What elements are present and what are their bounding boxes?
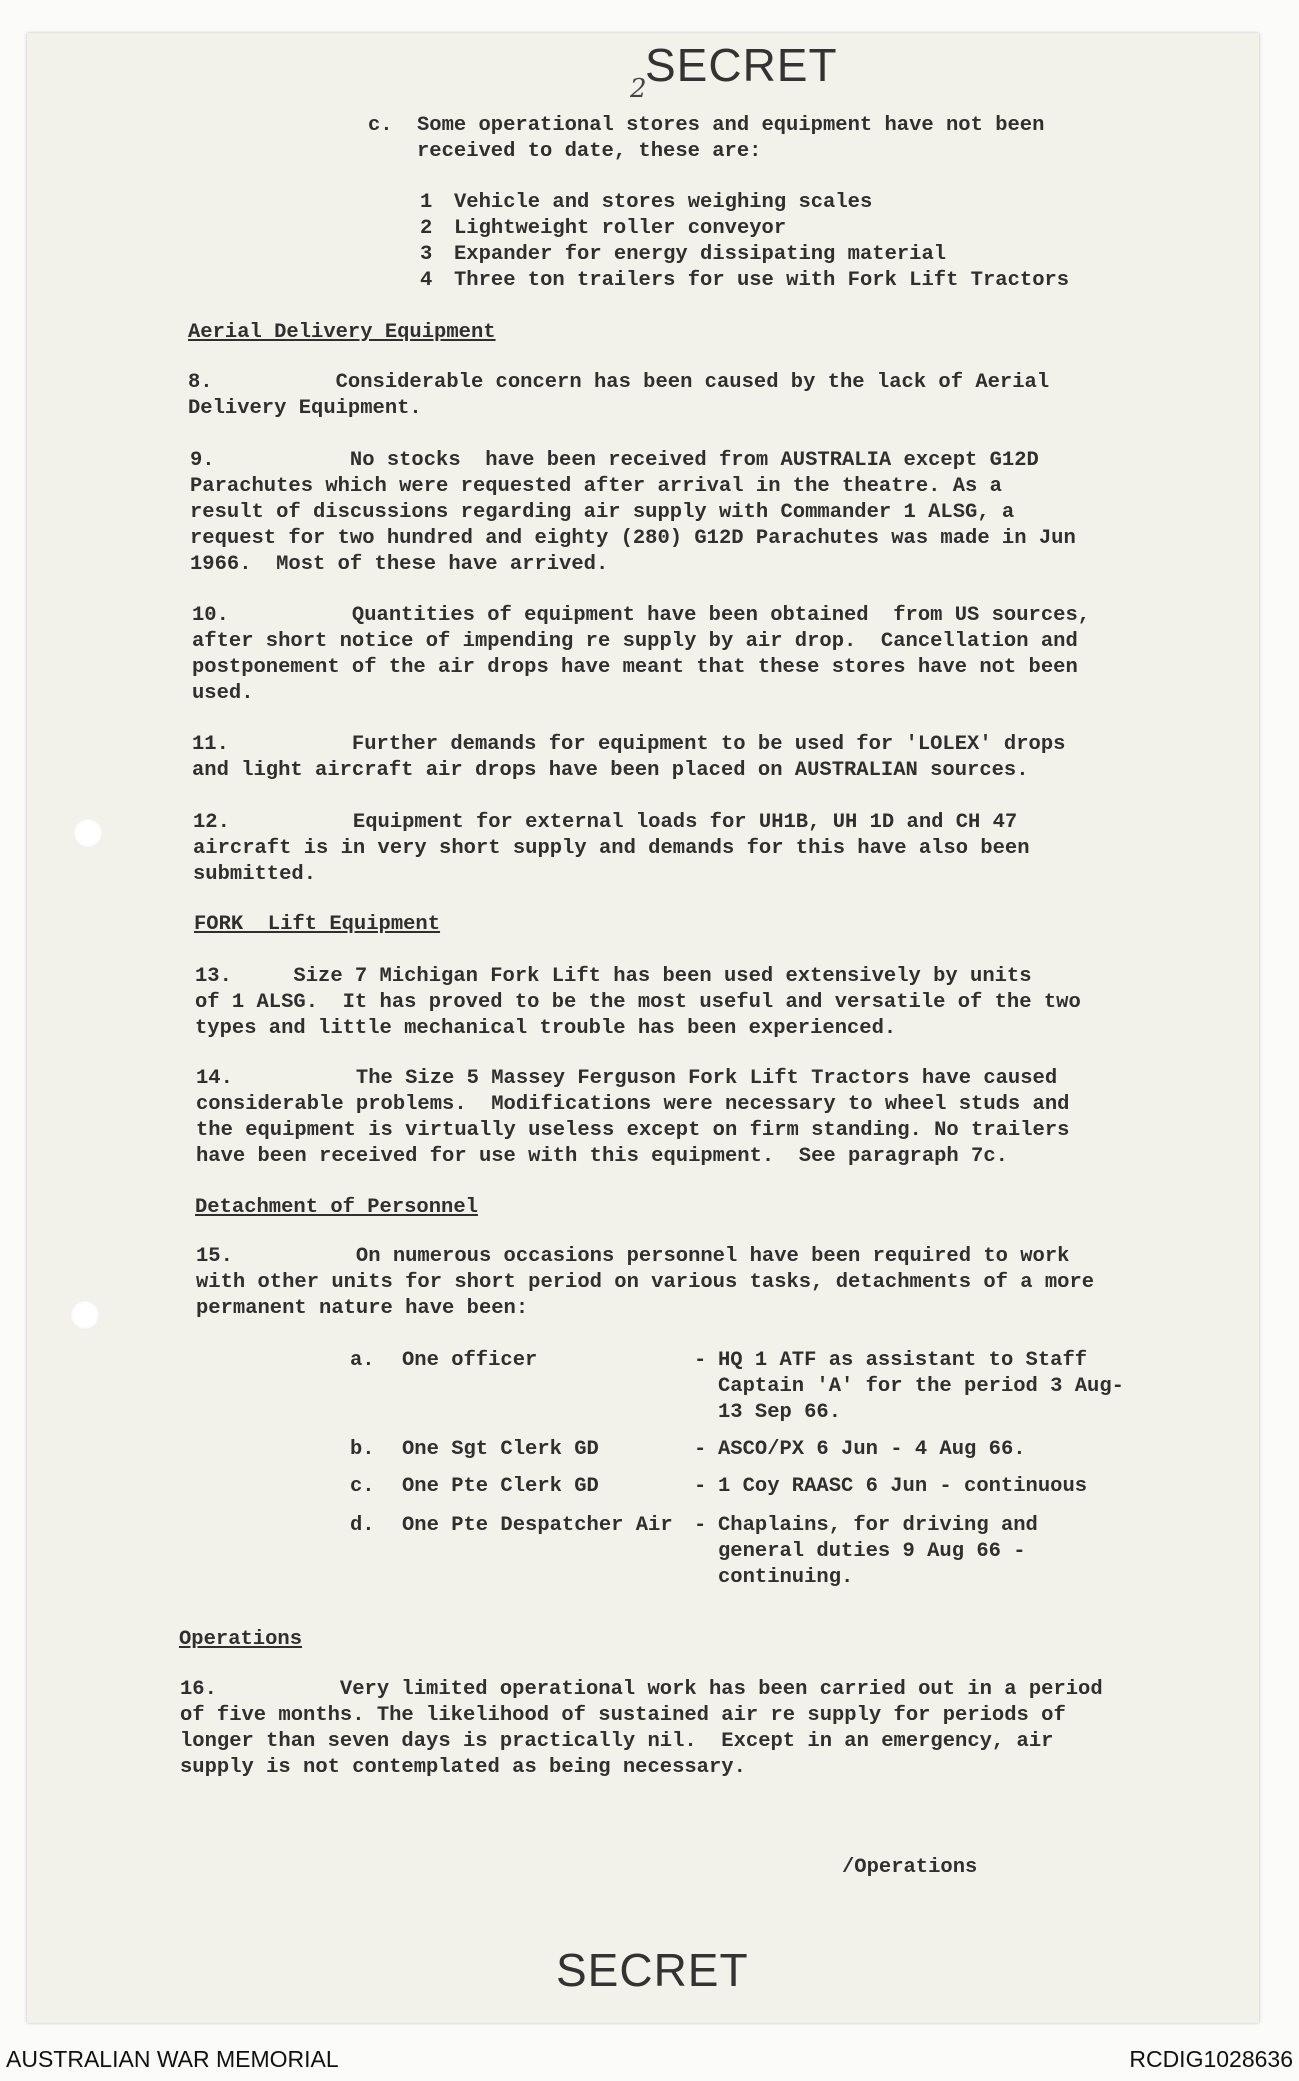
para-8-line: Delivery Equipment. <box>188 397 422 420</box>
para-10-line: after short notice of impending re supply by air drop. Cancellation and <box>192 630 1078 653</box>
detachment-detail: HQ 1 ATF as assistant to Staff <box>718 1349 1088 1372</box>
para-15-line: permanent nature have been: <box>196 1297 529 1320</box>
para-16-line: of five months. The likelihood of sustained air re supply for periods of <box>180 1704 1066 1727</box>
detachment-letter: a. <box>350 1349 375 1372</box>
punch-hole-upper <box>73 818 103 848</box>
page-number: 2 <box>630 74 647 104</box>
detachment-detail: continuing. <box>718 1566 854 1589</box>
list-item: 3 Expander for energy dissipating material <box>420 243 947 266</box>
para-10-line: used. <box>192 682 254 705</box>
detachment-dash: - <box>694 1475 707 1498</box>
secret-stamp-bottom: SECRET <box>556 1944 749 1996</box>
footer-source: AUSTRALIAN WAR MEMORIAL <box>6 2046 339 2072</box>
heading-aerial-delivery: Aerial Delivery Equipment <box>188 321 496 344</box>
detachment-who: One Pte Clerk GD <box>402 1475 599 1498</box>
detachment-who: One Pte Despatcher Air <box>402 1514 673 1537</box>
continuation-mark: /Operations <box>842 1856 978 1879</box>
para-9-line: 9. No stocks have been received from AUSTRALIA except G12D <box>190 449 1039 472</box>
para-9-line: Parachutes which were requested after arrival in the theatre. As a <box>190 475 1002 498</box>
para-15-line: with other units for short period on various tasks, detachments of a more <box>196 1271 1095 1294</box>
para-15-line: 15. On numerous occasions personnel have been required to work <box>196 1245 1070 1268</box>
heading-fork-lift: FORK Lift Equipment <box>194 913 441 936</box>
detachment-detail: Chaplains, for driving and <box>718 1514 1038 1537</box>
detachment-who: One Sgt Clerk GD <box>402 1438 599 1461</box>
detachment-dash: - <box>694 1349 707 1372</box>
para-10-line: postponement of the air drops have meant that these stores have not been <box>192 656 1078 679</box>
secret-stamp-top: SECRET <box>645 39 838 91</box>
para-16-line: supply is not contemplated as being necessary. <box>180 1756 746 1779</box>
para-9-line: request for two hundred and eighty (280) G12D Parachutes was made in Jun <box>190 527 1076 550</box>
para-9-line: 1966. Most of these have arrived. <box>190 553 609 576</box>
detachment-dash: - <box>694 1514 707 1537</box>
item-c-line-1: Some operational stores and equipment have not been <box>417 114 1045 137</box>
list-item: 1 Vehicle and stores weighing scales <box>420 191 873 214</box>
detachment-letter: d. <box>350 1514 375 1537</box>
para-11-line: and light aircraft air drops have been placed on AUSTRALIAN sources. <box>192 759 1029 782</box>
para-16-line: longer than seven days is practically nil. Except in an emergency, air <box>180 1730 1054 1753</box>
para-14-line: have been received for use with this equipment. See paragraph 7c. <box>196 1145 1008 1168</box>
detachment-letter: b. <box>350 1438 375 1461</box>
detachment-dash: - <box>694 1438 707 1461</box>
para-9-line: result of discussions regarding air supply with Commander 1 ALSG, a <box>190 501 1015 524</box>
para-13-line: types and little mechanical trouble has been experienced. <box>195 1017 897 1040</box>
detachment-detail: 13 Sep 66. <box>718 1401 842 1424</box>
para-12-line: aircraft is in very short supply and demands for this have also been <box>193 837 1030 860</box>
para-10-line: 10. Quantities of equipment have been obtained from US sources, <box>192 604 1091 627</box>
footer-id: RCDIG1028636 <box>1129 2046 1293 2072</box>
item-c-line-2: received to date, these are: <box>417 140 762 163</box>
para-14-line: considerable problems. Modifications were necessary to wheel studs and <box>196 1093 1070 1116</box>
para-16-line: 16. Very limited operational work has been carried out in a period <box>180 1678 1103 1701</box>
para-8-line: 8. Considerable concern has been caused by the lack of Aerial <box>188 371 1050 394</box>
item-c-label: c. <box>368 114 393 137</box>
heading-detachment: Detachment of Personnel <box>195 1196 478 1219</box>
para-13-line: 13. Size 7 Michigan Fork Lift has been used extensively by units <box>195 965 1032 988</box>
detachment-detail: ASCO/PX 6 Jun - 4 Aug 66. <box>718 1438 1026 1461</box>
punch-hole-lower <box>70 1300 100 1330</box>
para-12-line: 12. Equipment for external loads for UH1B, UH 1D and CH 47 <box>193 811 1018 834</box>
detachment-detail: 1 Coy RAASC 6 Jun - continuous <box>718 1475 1088 1498</box>
para-14-line: the equipment is virtually useless except on firm standing. No trailers <box>196 1119 1070 1142</box>
detachment-letter: c. <box>350 1475 375 1498</box>
heading-operations: Operations <box>179 1628 303 1651</box>
para-14-line: 14. The Size 5 Massey Ferguson Fork Lift Tractors have caused <box>196 1067 1058 1090</box>
para-13-line: of 1 ALSG. It has proved to be the most useful and versatile of the two <box>195 991 1081 1014</box>
para-11-line: 11. Further demands for equipment to be used for 'LOLEX' drops <box>192 733 1066 756</box>
detachment-detail: general duties 9 Aug 66 - <box>718 1540 1026 1563</box>
detachment-who: One officer <box>402 1349 538 1372</box>
list-item: 4 Three ton trailers for use with Fork Lift Tractors <box>420 269 1070 292</box>
list-item: 2 Lightweight roller conveyor <box>420 217 787 240</box>
para-12-line: submitted. <box>193 863 317 886</box>
detachment-detail: Captain 'A' for the period 3 Aug- <box>718 1375 1124 1398</box>
